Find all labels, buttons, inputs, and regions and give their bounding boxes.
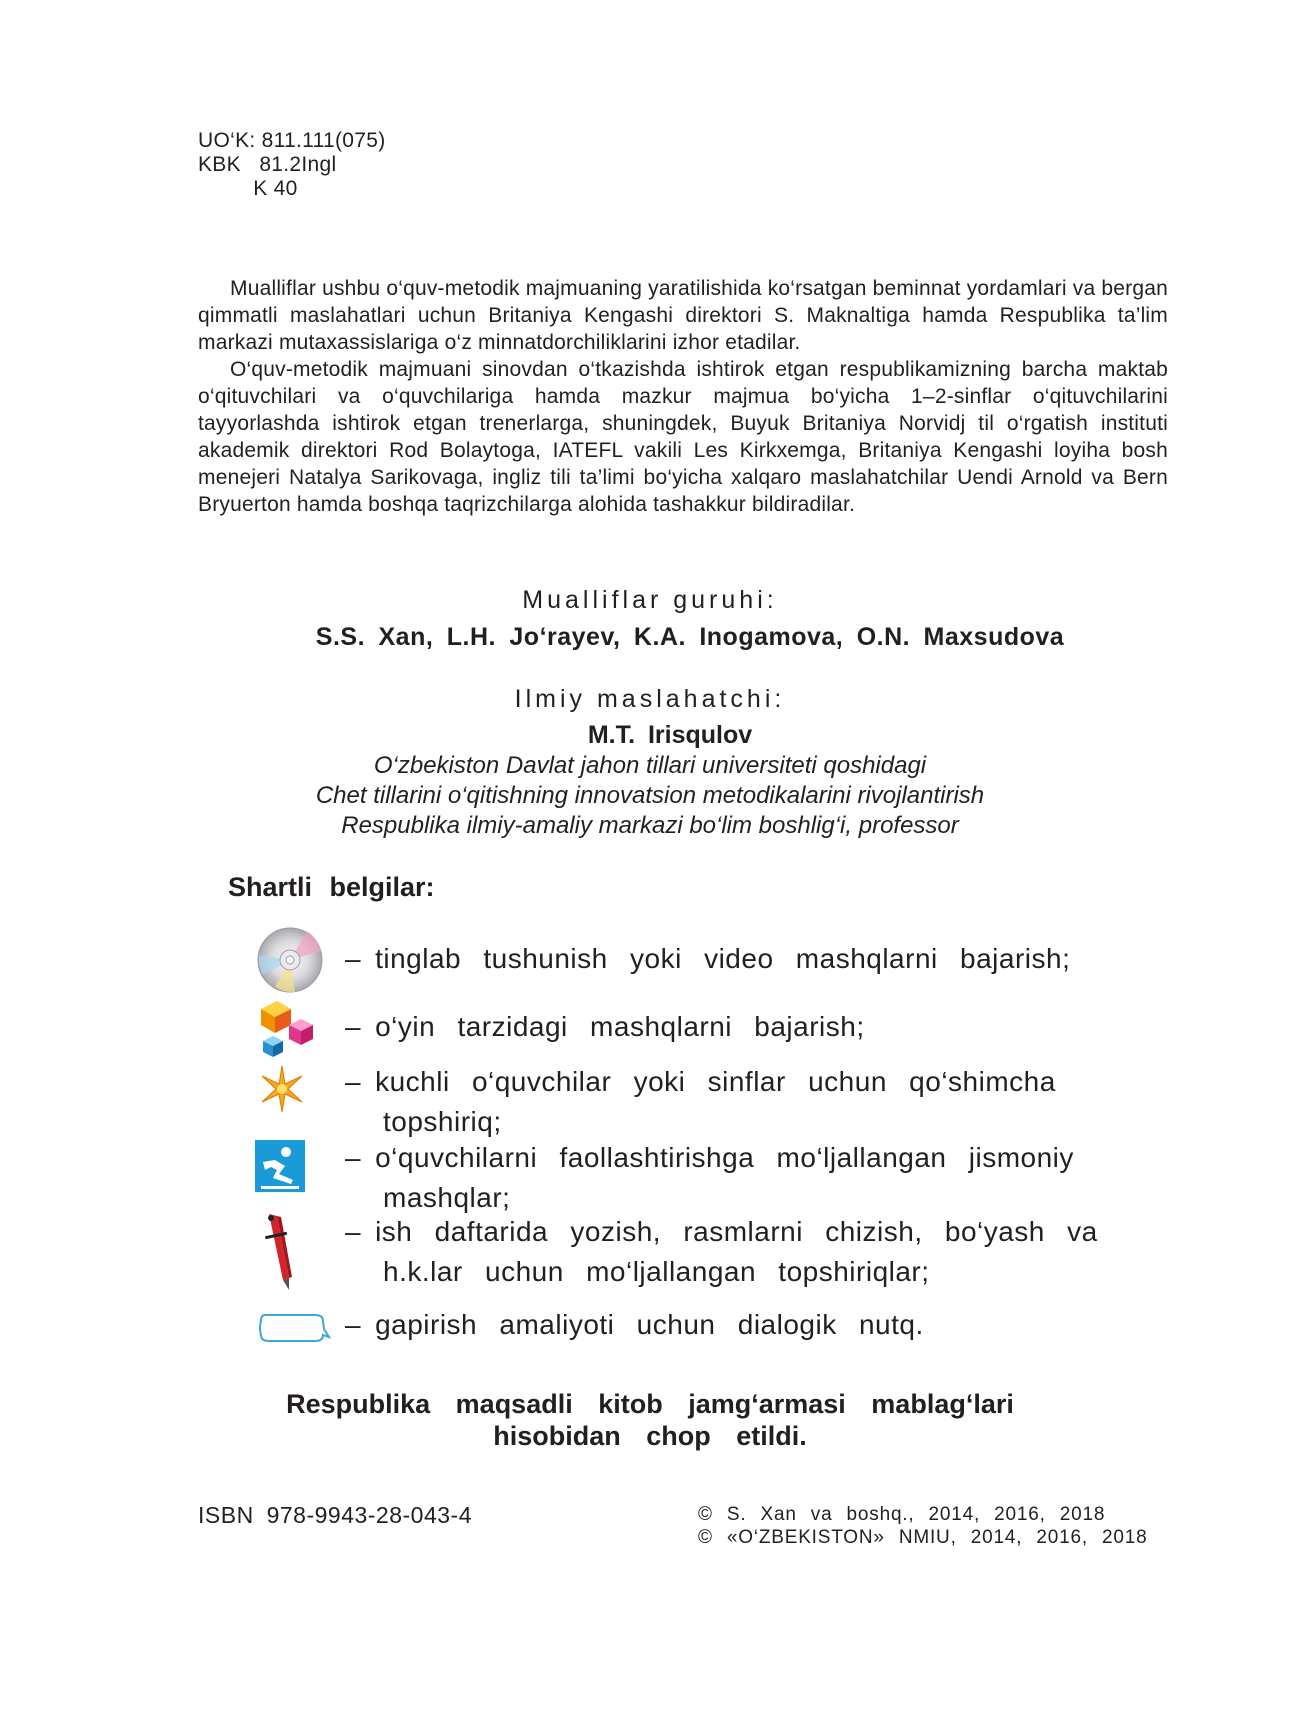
legend-item: [255, 1305, 1175, 1350]
author-mark-line: K 40: [198, 177, 298, 200]
advisor-affiliation-line: Chet tillarini o‘qitishning innovatsion metodikalarini rivojlantirish: [315, 782, 985, 809]
legend-dash: –: [345, 1011, 362, 1042]
legend-text: [345, 1212, 1175, 1292]
legend-line: gapirish amaliyoti uchun dialogik nutq.: [375, 1309, 924, 1340]
legend-dash: –: [345, 1309, 362, 1340]
legend-text: [345, 1062, 1175, 1142]
legend-line: o‘yin tarzidagi mashqlarni bajarish;: [375, 1011, 865, 1042]
star-icon: [257, 1064, 307, 1125]
legend-text: [345, 1138, 1175, 1218]
legend-line: ish daftarida yozish, rasmlarni chizish, bo‘yash va: [375, 1216, 1098, 1247]
speech-bubble-icon: [257, 1311, 337, 1356]
udk-line: UO‘K: 811.111(075): [198, 129, 386, 152]
kbk-line: KBK 81.2Ingl: [198, 153, 337, 176]
advisor-name: M.T. Irisqulov: [587, 721, 753, 749]
advisor-affiliation-line: O‘zbekiston Davlat jahon tillari universiteti qoshidagi: [373, 752, 927, 779]
legend-dash: –: [345, 1216, 362, 1247]
cubes-icon: [255, 995, 323, 1070]
copyright-block: [698, 1503, 1147, 1549]
legend-dash: –: [345, 943, 362, 974]
funding-note: [0, 1388, 1300, 1452]
funding-note-line: hisobidan chop etildi.: [493, 1421, 807, 1451]
legend-line: kuchli o‘quvchilar yoki sinflar uchun qo‘shimcha: [375, 1066, 1056, 1097]
isbn: ISBN 978-9943-28-043-4: [198, 1502, 472, 1528]
legend-item: [255, 995, 1175, 1060]
advisor-affiliation: [0, 751, 1300, 841]
exercise-icon: [255, 1140, 305, 1203]
legend-dash: –: [345, 1066, 362, 1097]
classification-block: [198, 129, 386, 201]
authors-names: S.S. Xan, L.H. Jo‘rayev, K.A. Inogamova, O.N. Maxsudova: [315, 623, 1065, 651]
legend-text: [345, 939, 1175, 979]
cd-icon: [255, 925, 325, 1006]
legend-text: [345, 1305, 1175, 1345]
acknowledgement-paragraph-2: O‘quv-metodik majmuani sinovdan o‘tkazishda ishtirok etgan respublikamizning barcha maktab o‘qituvchilari va o‘quvchilariga hamda mazkur majmua bo‘yicha 1–2-sinflar o‘qituvchilarini tayyorlashda ishtirok etgan trenerlarga, shuningdek, Buyuk Britaniya Norvidj til o‘rgatish instituti akademik direktori Rod Bolaytoga, IATEFL vakili Les Kirkxemga, Britaniya Kengashi loyiha bosh menejeri Natalya Sarikovaga, ingliz tili ta’limi bo‘yicha xalqaro maslahatchilar Uendi Arnold va Bern Bryuerton hamda boshqa taqrizchilarga alohida tashakkur bildiradilar.: [198, 358, 1168, 516]
legend-line: o‘quvchilarni faollashtirishga mo‘ljallangan jismoniy: [375, 1142, 1074, 1173]
legend-line-continued: h.k.lar uchun mo‘ljallangan topshiriqlar;: [383, 1256, 930, 1287]
authors-heading: Mualliflar guruhi:: [522, 586, 778, 614]
legend-title: Shartli belgilar:: [228, 872, 435, 902]
legend-item: [255, 1062, 1175, 1142]
pen-icon: [259, 1212, 299, 1305]
legend-line: tinglab tushunish yoki video mashqlarni bajarish;: [375, 943, 1071, 974]
acknowledgement-paragraph-1: Mualliflar ushbu o‘quv-metodik majmuaning yaratilishida ko‘rsatgan beminnat yordamlari va bergan qimmatli maslahatlari uchun Britaniya Kengashi direktori S. Maknaltiga hamda Respublika ta’lim markazi mutaxassislariga o‘z minnatdorchiliklarini izhor etadilar.: [198, 277, 1168, 354]
legend-text: [345, 1007, 1175, 1047]
legend-item: [255, 1212, 1175, 1297]
advisor-heading: Ilmiy maslahatchi:: [514, 685, 786, 713]
legend-item: [255, 925, 1175, 995]
legend-line-continued: topshiriq;: [383, 1106, 502, 1137]
acknowledgement-text: [198, 275, 1168, 518]
copyright-line: © S. Xan va boshq., 2014, 2016, 2018: [698, 1504, 1106, 1525]
funding-note-line: Respublika maqsadli kitob jamg‘armasi mablag‘lari: [286, 1389, 1014, 1419]
legend-dash: –: [345, 1142, 362, 1173]
legend-item: [255, 1138, 1175, 1218]
copyright-line: © «O‘ZBEKISTON» NMIU, 2014, 2016, 2018: [698, 1527, 1148, 1548]
legend-line-continued: mashqlar;: [383, 1182, 511, 1213]
advisor-affiliation-line: Respublika ilmiy-amaliy markazi bo‘lim boshlig‘i, professor: [341, 812, 959, 839]
